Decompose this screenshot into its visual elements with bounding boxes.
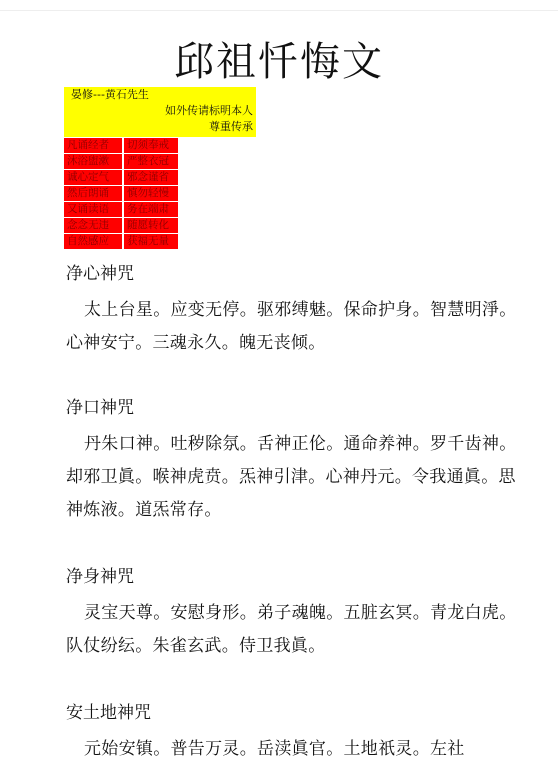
section-antudi	[66, 701, 526, 766]
section-jingshen	[66, 565, 526, 663]
notice-respect: 尊重传承	[209, 120, 253, 133]
table-cell: 沐浴盥漱	[64, 154, 122, 170]
table-row	[64, 218, 178, 234]
page-top-border	[0, 10, 558, 11]
rules-table	[64, 138, 178, 250]
table-row	[64, 186, 178, 202]
notice-box	[64, 87, 256, 137]
table-cell: 严整衣冠	[124, 154, 178, 170]
section-text: 太上台星。应变无停。驱邪缚魅。保命护身。智慧明淨。心神安宁。三魂永久。魄无丧倾。	[66, 300, 517, 353]
table-cell: 务在端肃	[124, 202, 178, 218]
table-row	[64, 170, 178, 186]
notice-credit: 如外传请标明本人	[165, 104, 253, 117]
table-row	[64, 234, 178, 250]
table-cell: 又诵读语	[64, 202, 122, 218]
section-heading: 净身神咒	[66, 567, 134, 587]
section-text: 灵宝天尊。安慰身形。弟子魂魄。五脏玄冥。青龙白虎。队仗纷纭。朱雀玄武。侍卫我眞。	[66, 603, 517, 656]
section-heading: 净心神咒	[66, 264, 134, 284]
table-row	[64, 138, 178, 154]
section-text: 丹朱口神。吐秽除氛。舌神正伦。通命养神。罗千齿神。却邪卫眞。喉神虎贲。炁神引津。心神丹元。令我通眞。思神炼液。道炁常存。	[66, 434, 517, 520]
section-jingkou	[66, 396, 526, 527]
table-cell: 切须奉戒	[124, 138, 178, 154]
notice-author: 晏修---黄石先生	[71, 88, 149, 101]
section-heading: 净口神咒	[66, 398, 134, 418]
page-title: 邱祖忏悔文	[174, 39, 384, 85]
table-cell: 邪念谨省	[124, 170, 178, 186]
section-text: 元始安镇。普告万灵。岳渎眞官。土地祇灵。左社	[84, 739, 465, 759]
table-cell: 随愿转化	[124, 218, 178, 234]
table-cell: 凡诵经者	[64, 138, 122, 154]
section-jingxin	[66, 262, 526, 360]
table-cell: 诚心定气	[64, 170, 122, 186]
table-cell: 自然感应	[64, 234, 122, 250]
section-heading: 安土地神咒	[66, 703, 151, 723]
table-row	[64, 202, 178, 218]
table-row	[64, 154, 178, 170]
table-cell: 获福无量	[124, 234, 178, 250]
table-cell: 然后朗诵	[64, 186, 122, 202]
table-cell: 念念无违	[64, 218, 122, 234]
table-cell: 慎勿轻慢	[124, 186, 178, 202]
